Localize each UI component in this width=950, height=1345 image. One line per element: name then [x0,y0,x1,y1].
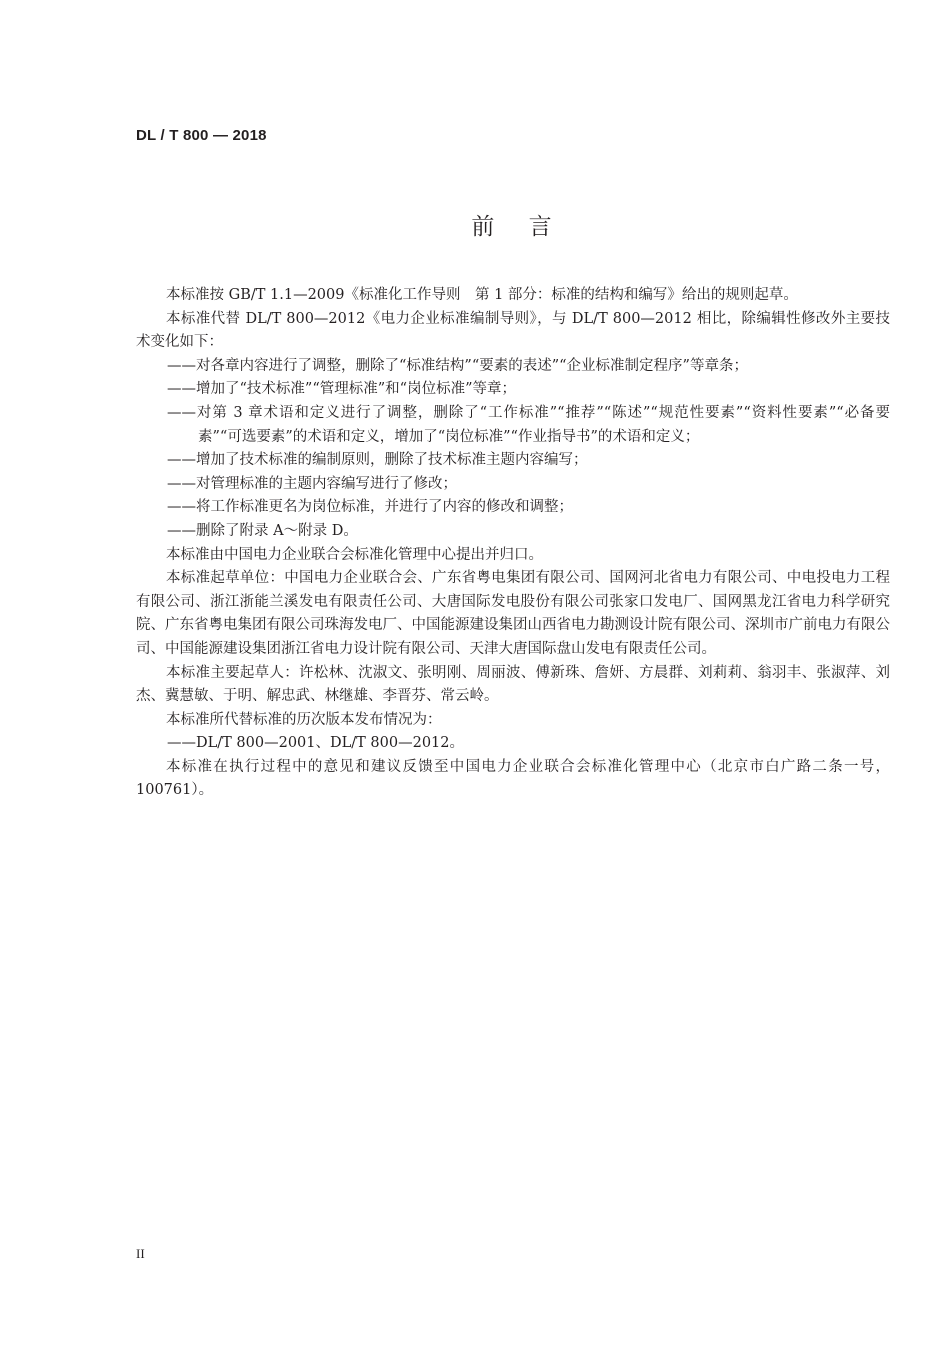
paragraph-feedback: 本标准在执行过程中的意见和建议反馈至中国电力企业联合会标准化管理中心（北京市白广路二条一号，100761）。 [136,758,890,799]
paragraph-proposer: 本标准由中国电力企业联合会标准化管理中心提出并归口。 [166,546,543,563]
list-item: ——删除了附录 A～附录 D。 [167,522,358,539]
page-number: II [136,1246,145,1261]
foreword-body [136,284,890,803]
list-item: ——DL/T 800—2001、DL/T 800—2012。 [167,735,464,752]
paragraph-drafters: 本标准主要起草人：许松林、沈淑文、张明刚、周丽波、傅新珠、詹妍、方晨群、刘莉莉、翁羽丰、张淑萍、刘杰、冀慧敏、于明、解忠武、林继雄、李晋芬、常云岭。 [136,664,890,705]
paragraph-drafting-units: 本标准起草单位：中国电力企业联合会、广东省粤电集团有限公司、国网河北省电力有限公司、中电投电力工程有限公司、浙江浙能兰溪发电有限责任公司、大唐国际发电股份有限公司张家口发电厂、国网黑龙江省电力科学研究院、广东省粤电集团有限公司珠海发电厂、中国能源建设集团山西省电力勘测设计院有限公司、深圳市广前电力有限公司、中国能源建设集团浙江省电力设计院有限公司、天津大唐国际盘山发电有限责任公司。 [136,570,890,657]
paragraph-drafting-rules: 本标准按 GB/T 1.1—2009《标准化工作导则 第 1 部分：标准的结构和编写》给出的规则起草。 [166,287,798,303]
document-number: DL / T 800 — 2018 [136,127,267,144]
list-item: ——对第 3 章术语和定义进行了调整，删除了“工作标准”“推荐”“陈述”“规范性要素”“资料性要素”“必备要素”“可选要素”的术语和定义，增加了“岗位标准”“作业指导书”的术语和定义； [167,404,890,445]
page-title: 前 言 [471,214,553,240]
list-item: ——增加了技术标准的编制原则，删除了技术标准主题内容编写； [167,452,588,469]
paragraph-replacement: 本标准代替 DL/T 800—2012《电力企业标准编制导则》，与 DL/T 800—2012 相比，除编辑性修改外主要技术变化如下： [136,310,890,351]
list-item: ——将工作标准更名为岗位标准，并进行了内容的修改和调整； [167,499,573,516]
paragraph-history-intro: 本标准所代替标准的历次版本发布情况为： [166,711,442,728]
list-item: ——对管理标准的主题内容编写进行了修改； [167,475,457,492]
list-item: ——增加了“技术标准”“管理标准”和“岗位标准”等章； [167,381,516,398]
list-item: ——对各章内容进行了调整，删除了“标准结构”“要素的表述”“企业标准制定程序”等章条； [167,357,748,374]
